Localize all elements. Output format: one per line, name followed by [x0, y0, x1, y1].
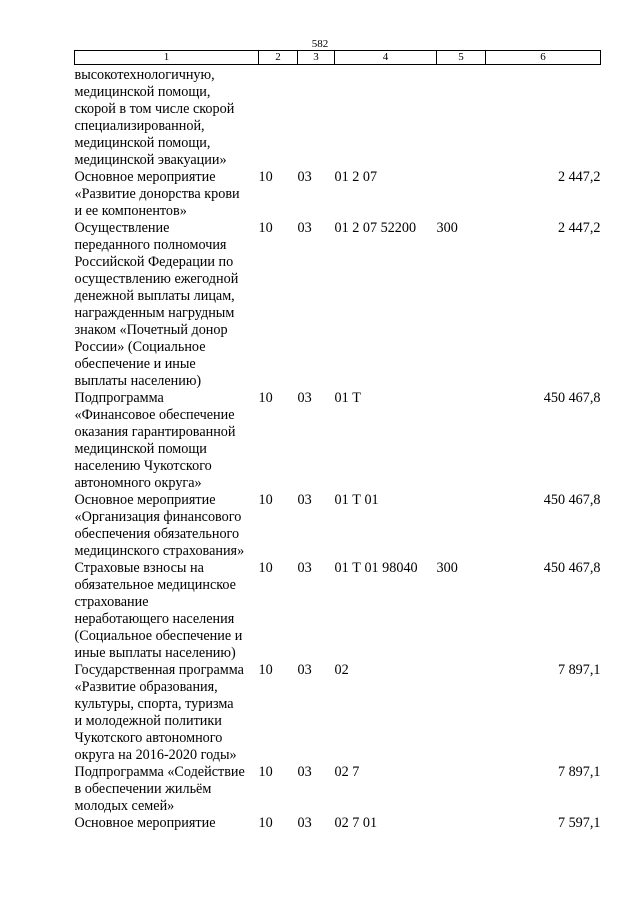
row-section: 10 — [258, 390, 273, 406]
row-expense-type: 300 — [436, 560, 458, 576]
row-expense-type — [437, 65, 486, 170]
row-expense-type — [437, 662, 486, 764]
table-row — [75, 815, 601, 832]
row-target-article: 01 Т — [334, 390, 361, 406]
table-header — [75, 51, 601, 65]
row-amount — [486, 65, 601, 170]
row-target-article: 02 7 — [334, 764, 360, 780]
row-section: 10 — [258, 220, 273, 236]
row-name: Подпрограмма «Финансовое обеспечение оказания гарантированной медицинской помощи населению Чукотского автономного округа» — [74, 390, 236, 491]
table-row — [75, 662, 601, 764]
row-section: 10 — [258, 764, 273, 780]
header-row — [75, 51, 601, 65]
row-expense-type — [437, 764, 486, 815]
row-target-article: 01 Т 01 — [334, 492, 379, 508]
table-row — [75, 220, 601, 390]
row-expense-type: 300 — [436, 220, 458, 236]
row-subsection: 03 — [297, 390, 312, 406]
row-section: 10 — [258, 662, 273, 678]
table-row — [75, 169, 601, 220]
row-target-article: 02 — [334, 662, 349, 678]
column-header: 4 — [335, 51, 437, 65]
row-expense-type — [437, 390, 486, 492]
table-row — [75, 65, 601, 170]
row-name: Подпрограмма «Содействие в обеспечении жильём молодых семей» — [74, 764, 245, 814]
row-target-article: 02 7 01 — [334, 815, 378, 831]
table-row — [75, 560, 601, 662]
row-amount: 7 897,1 — [557, 764, 601, 780]
row-section: 10 — [258, 560, 273, 576]
row-subsection: 03 — [297, 764, 312, 780]
row-name: Страховые взносы на обязательное медицинское страхование неработающего населения (Социальное обеспечение и иные выплаты населению) — [74, 560, 243, 661]
row-name: Государственная программа «Развитие образования, культуры, спорта, туризма и молодежной политики Чукотского автономного округа на 2016-2020 годы» — [74, 662, 244, 763]
table-row — [75, 390, 601, 492]
row-name: высокотехнологичную, медицинской помощи, скорой в том числе скорой специализированной, медицинской помощи, медицинской эвакуации» — [74, 67, 235, 168]
row-target-article: 01 Т 01 98040 — [334, 560, 418, 576]
column-header: 1 — [75, 51, 259, 65]
row-subsection: 03 — [297, 220, 312, 236]
row-subsection: 03 — [297, 492, 312, 508]
row-amount: 450 467,8 — [543, 492, 601, 508]
row-subsection: 03 — [297, 662, 312, 678]
row-amount: 7 897,1 — [557, 662, 601, 678]
table-row — [75, 492, 601, 560]
row-section — [259, 65, 298, 170]
row-expense-type — [437, 815, 486, 832]
table-body — [75, 65, 601, 833]
row-amount: 2 447,2 — [557, 169, 601, 185]
row-section: 10 — [258, 492, 273, 508]
column-header: 5 — [437, 51, 486, 65]
column-header: 2 — [259, 51, 298, 65]
row-amount: 450 467,8 — [543, 560, 601, 576]
row-amount: 450 467,8 — [543, 390, 601, 406]
row-target-article: 01 2 07 52200 — [334, 220, 417, 236]
row-section: 10 — [258, 815, 273, 831]
row-target-article — [335, 65, 437, 170]
row-amount: 2 447,2 — [557, 220, 601, 236]
row-subsection: 03 — [297, 815, 312, 831]
row-expense-type — [437, 169, 486, 220]
column-header: 3 — [298, 51, 335, 65]
row-subsection: 03 — [297, 560, 312, 576]
row-name: Основное мероприятие «Развитие донорства крови и ее компонентов» — [74, 169, 240, 219]
row-amount: 7 597,1 — [557, 815, 601, 831]
row-name: Осуществление переданного полномочия Российской Федерации по осуществлению ежегодной денежной выплаты лицам, награжденным нагрудным знаком «Почетный донор России» (Социальное обеспечение и иные выплаты населению) — [74, 220, 239, 389]
row-expense-type — [437, 492, 486, 560]
column-header: 6 — [486, 51, 601, 65]
table-row — [75, 764, 601, 815]
row-name: Основное мероприятие «Организация финансового обеспечения обязательного медицинского страхования» — [74, 492, 245, 559]
budget-table — [74, 50, 601, 832]
row-subsection — [298, 65, 335, 170]
row-subsection: 03 — [297, 169, 312, 185]
row-target-article: 01 2 07 — [334, 169, 378, 185]
page-number: 582 — [311, 38, 329, 50]
row-section: 10 — [258, 169, 273, 185]
row-name: Основное мероприятие — [74, 815, 216, 831]
